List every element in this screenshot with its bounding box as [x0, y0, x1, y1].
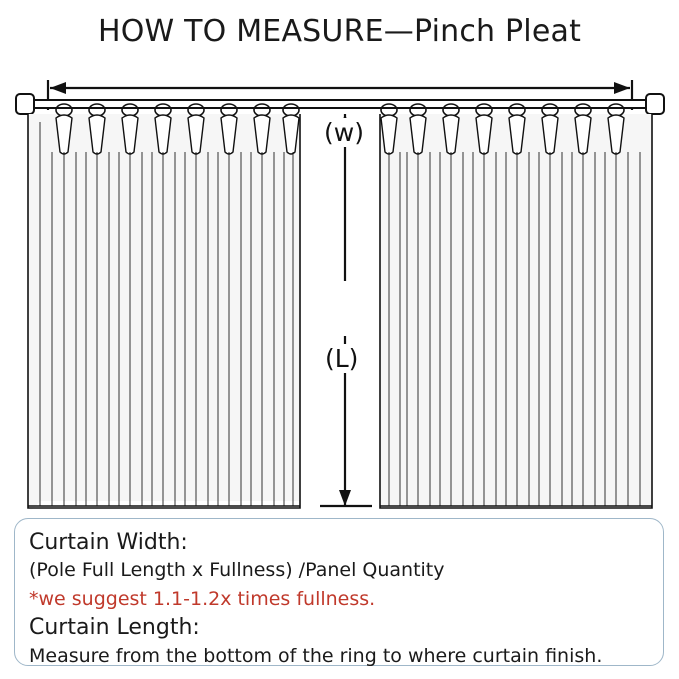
- curtain-diagram: [0, 56, 679, 526]
- width-label: (w): [320, 118, 368, 147]
- page-title: HOW TO MEASURE—Pinch Pleat: [97, 13, 582, 49]
- curtain-length-heading: Curtain Length:: [29, 615, 200, 640]
- length-dimension: [320, 114, 372, 506]
- measurement-instructions-box: [14, 518, 664, 666]
- left-curtain-panel: [28, 104, 300, 510]
- width-arrow-left-head: [50, 82, 66, 94]
- curtain-length-instruction: Measure from the bottom of the ring to where curtain finish.: [29, 645, 603, 667]
- curtain-width-heading: Curtain Width:: [29, 530, 188, 555]
- curtain-width-formula: (Pole Full Length x Fullness) /Panel Quantity: [29, 559, 445, 581]
- page-title-bar: [0, 0, 679, 62]
- length-label: (L): [321, 344, 362, 373]
- right-curtain-panel: [380, 104, 652, 508]
- fullness-suggestion-note: *we suggest 1.1-1.2x times fullness.: [29, 588, 376, 610]
- length-arrow-bottom-head: [339, 490, 351, 506]
- width-arrow-right-head: [614, 82, 630, 94]
- curtain-rod: [16, 94, 664, 114]
